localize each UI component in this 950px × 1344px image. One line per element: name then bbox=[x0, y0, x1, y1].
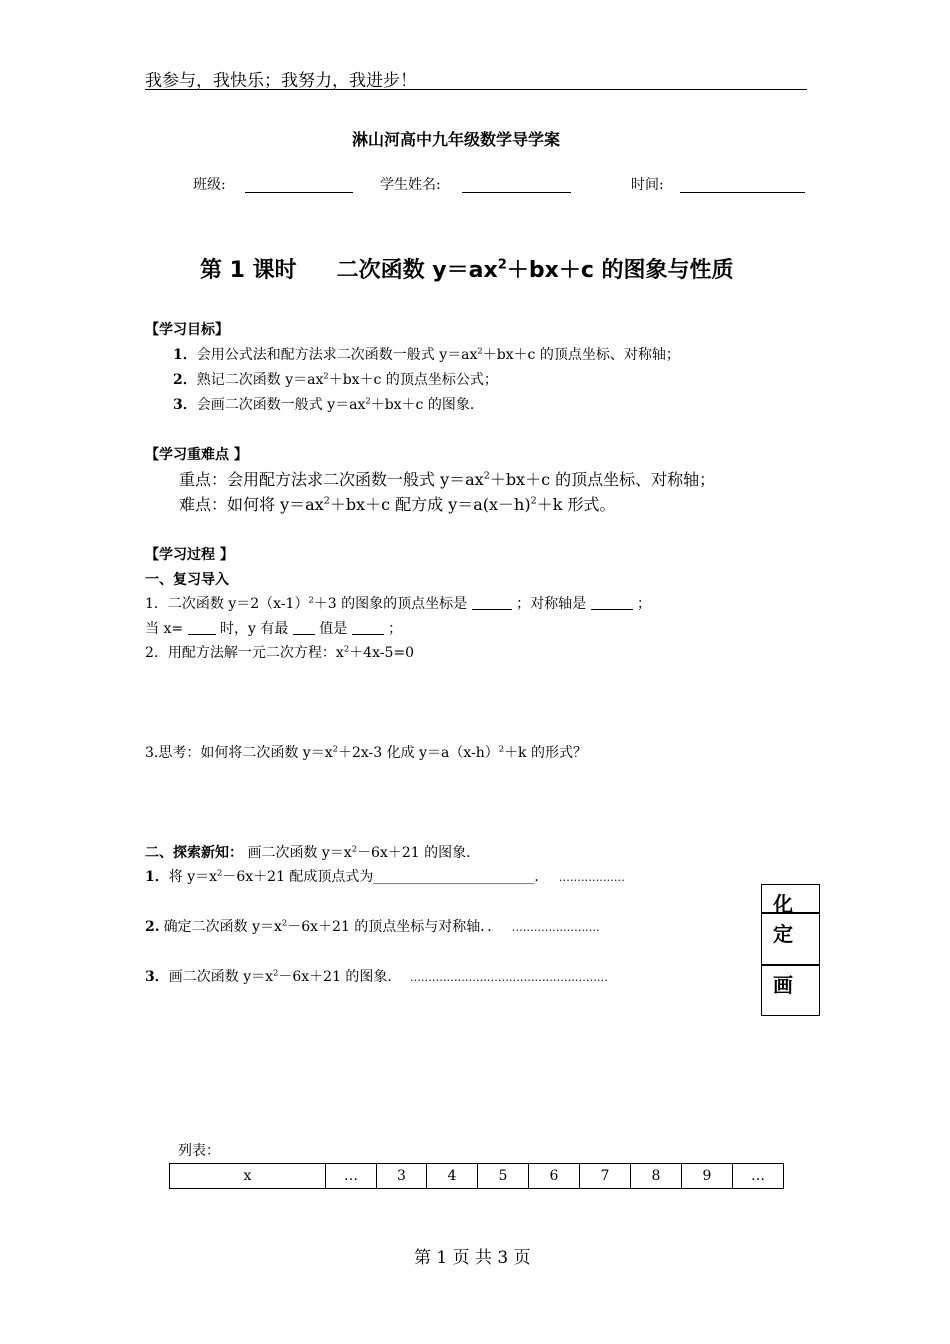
goal-item-1-post: ＋bx＋c 的顶点坐标、对称轴； bbox=[482, 347, 680, 363]
side-box-hua-text: 化 bbox=[773, 892, 793, 916]
goal-item-1-num: 1． bbox=[173, 347, 197, 363]
think-question bbox=[145, 742, 587, 762]
key-point-sup: 2 bbox=[483, 470, 490, 482]
side-box-ding bbox=[761, 912, 820, 966]
side-box-hua bbox=[761, 884, 820, 914]
step-2-sup: 2 bbox=[281, 917, 288, 928]
think-question-b: ＋2x-3 化成 y＝a（x-h） bbox=[337, 745, 499, 761]
header-rule bbox=[145, 89, 807, 90]
step-3-a: 画二次函数 y＝x bbox=[168, 969, 274, 985]
review-q1-c: ；对称轴是 bbox=[516, 596, 587, 612]
goal-item-2-post: ＋bx＋c 的顶点坐标公式； bbox=[328, 372, 498, 388]
section2-label: 二、探索新知： bbox=[145, 845, 243, 861]
section2-sup: 2 bbox=[351, 843, 358, 854]
lesson-title-part1: 第 1 课时 bbox=[200, 258, 297, 283]
table-label: 列表： bbox=[178, 1143, 220, 1159]
review-q1-a: 1．二次函数 y＝2（x-1） bbox=[145, 596, 309, 612]
goal-item-1-sup: 2 bbox=[477, 345, 483, 356]
side-box-ding-text: 定 bbox=[773, 922, 793, 946]
difficult-point-post: ＋k 形式。 bbox=[536, 495, 616, 514]
goal-item-2-sup: 2 bbox=[323, 370, 329, 381]
table-cell: 9 bbox=[682, 1164, 733, 1189]
key-point-pre: 重点：会用配方法求二次函数一般式 y＝ax bbox=[179, 470, 484, 489]
table-row bbox=[170, 1164, 784, 1189]
step-1-a: 将 y＝x bbox=[168, 869, 218, 885]
goal-item-1 bbox=[173, 344, 680, 364]
think-question-sup2: 2 bbox=[498, 743, 505, 754]
name-field[interactable] bbox=[462, 192, 571, 193]
review-q1-b: ＋3 的图象的顶点坐标是 bbox=[313, 596, 468, 612]
think-question-c: ＋k 的形式？ bbox=[504, 745, 587, 761]
review-q2 bbox=[145, 642, 414, 662]
time-field[interactable] bbox=[680, 192, 805, 193]
table-cell: 3 bbox=[377, 1164, 427, 1189]
keypoints-heading: 【学习重难点 】 bbox=[145, 447, 248, 463]
value-blank[interactable] bbox=[352, 620, 384, 635]
goal-item-2 bbox=[173, 369, 498, 389]
key-point-post: ＋bx＋c 的顶点坐标、对称轴； bbox=[489, 470, 716, 489]
process-heading: 【学习过程 】 bbox=[145, 547, 234, 563]
review-q1 bbox=[145, 593, 651, 613]
x-blank[interactable] bbox=[188, 620, 216, 635]
value-table bbox=[169, 1163, 784, 1189]
review-q2-sup: 2 bbox=[343, 643, 350, 654]
step-2-a: 确定二次函数 y＝x bbox=[163, 919, 282, 935]
key-point bbox=[179, 467, 715, 490]
section2-text-a: 画二次函数 y＝x bbox=[247, 845, 352, 861]
difficult-point-mid: ＋bx＋c 配方成 y＝a(x－h) bbox=[329, 495, 531, 514]
lesson-title-part3: ＋bx＋c 的图象与性质 bbox=[506, 258, 734, 283]
lesson-title-sup: 2 bbox=[497, 257, 507, 273]
step-3-sup: 2 bbox=[273, 967, 279, 978]
step-1 bbox=[145, 866, 625, 886]
goal-item-1-pre: 会用公式法和配方法求二次函数一般式 y＝ax bbox=[196, 347, 478, 363]
review-q1-d: ； bbox=[636, 596, 651, 612]
review-q1b-d: ； bbox=[388, 621, 403, 637]
goal-item-3 bbox=[173, 394, 484, 414]
think-question-a: 3.思考：如何将二次函数 y＝x bbox=[145, 745, 333, 761]
review-q1b-b: 时，y 有最 bbox=[219, 621, 289, 637]
section1-heading: 一、复习导入 bbox=[145, 572, 229, 588]
lesson-title-part2: 二次函数 y＝ax bbox=[336, 258, 498, 283]
step-1-b: －6x＋21 配成顶点式为_______________________． bbox=[222, 869, 549, 885]
review-q1-sup: 2 bbox=[308, 594, 314, 605]
goal-item-2-num: 2． bbox=[173, 372, 197, 388]
goal-item-3-num: 3． bbox=[173, 397, 197, 413]
step-2-num: 2. bbox=[145, 919, 160, 935]
goals-heading: 【学习目标】 bbox=[145, 322, 229, 338]
goal-item-3-post: ＋bx＋c 的图象． bbox=[370, 397, 484, 413]
review-q1b-c: 值是 bbox=[319, 621, 348, 637]
section2-heading bbox=[145, 842, 480, 862]
review-q1b bbox=[145, 618, 402, 638]
step-3-num: 3． bbox=[145, 969, 169, 985]
class-label: 班级: bbox=[193, 177, 226, 193]
extreme-blank[interactable] bbox=[293, 620, 315, 635]
section2-text-b: －6x＋21 的图象． bbox=[357, 845, 481, 861]
think-question-sup: 2 bbox=[332, 743, 338, 754]
step-3-dots: ……………………………………………… bbox=[409, 971, 608, 984]
goal-item-3-sup: 2 bbox=[365, 395, 371, 406]
step-3 bbox=[145, 966, 608, 986]
step-3-b: －6x＋21 的图象． bbox=[278, 969, 402, 985]
table-cell: 6 bbox=[529, 1164, 580, 1189]
difficult-point-pre: 难点：如何将 y＝ax bbox=[179, 495, 324, 514]
step-1-sup: 2 bbox=[217, 867, 223, 878]
goal-item-3-pre: 会画二次函数一般式 y＝ax bbox=[196, 397, 366, 413]
difficult-point-sup: 2 bbox=[323, 495, 330, 507]
name-label: 学生姓名: bbox=[380, 177, 441, 193]
step-2-dots: …………………… bbox=[511, 921, 600, 934]
axis-blank[interactable] bbox=[591, 595, 633, 610]
review-q1b-a: 当 x= bbox=[145, 621, 184, 637]
step-1-dots: ……………… bbox=[558, 871, 625, 884]
time-label: 时间: bbox=[631, 177, 664, 193]
doc-title: 淋山河高中九年级数学导学案 bbox=[352, 130, 561, 149]
table-cell: 7 bbox=[580, 1164, 631, 1189]
table-cell: 8 bbox=[631, 1164, 682, 1189]
difficult-point-sup2: 2 bbox=[530, 495, 537, 507]
goal-item-2-pre: 熟记二次函数 y＝ax bbox=[196, 372, 324, 388]
step-2 bbox=[145, 916, 600, 936]
step-1-num: 1． bbox=[145, 869, 169, 885]
review-q2-b: ＋4x-5=0 bbox=[349, 645, 414, 661]
difficult-point bbox=[179, 492, 616, 515]
table-cell-x: x bbox=[170, 1164, 326, 1189]
table-cell: 5 bbox=[478, 1164, 529, 1189]
review-q2-a: 2．用配方法解一元二次方程：x bbox=[145, 645, 344, 661]
side-box-hua2 bbox=[761, 964, 820, 1016]
class-field[interactable] bbox=[245, 192, 353, 193]
header-motto: 我参与，我快乐；我努力，我进步！ bbox=[145, 71, 417, 91]
step-2-b: －6x＋21 的顶点坐标与对称轴．． bbox=[287, 919, 502, 935]
lesson-title bbox=[200, 253, 734, 284]
vertex-blank[interactable] bbox=[472, 595, 512, 610]
table-cell: … bbox=[733, 1164, 784, 1189]
page-footer: 第 1 页 共 3 页 bbox=[414, 1248, 531, 1268]
table-cell: … bbox=[326, 1164, 377, 1189]
table-cell: 4 bbox=[427, 1164, 478, 1189]
side-box-hua2-text: 画 bbox=[773, 973, 793, 997]
